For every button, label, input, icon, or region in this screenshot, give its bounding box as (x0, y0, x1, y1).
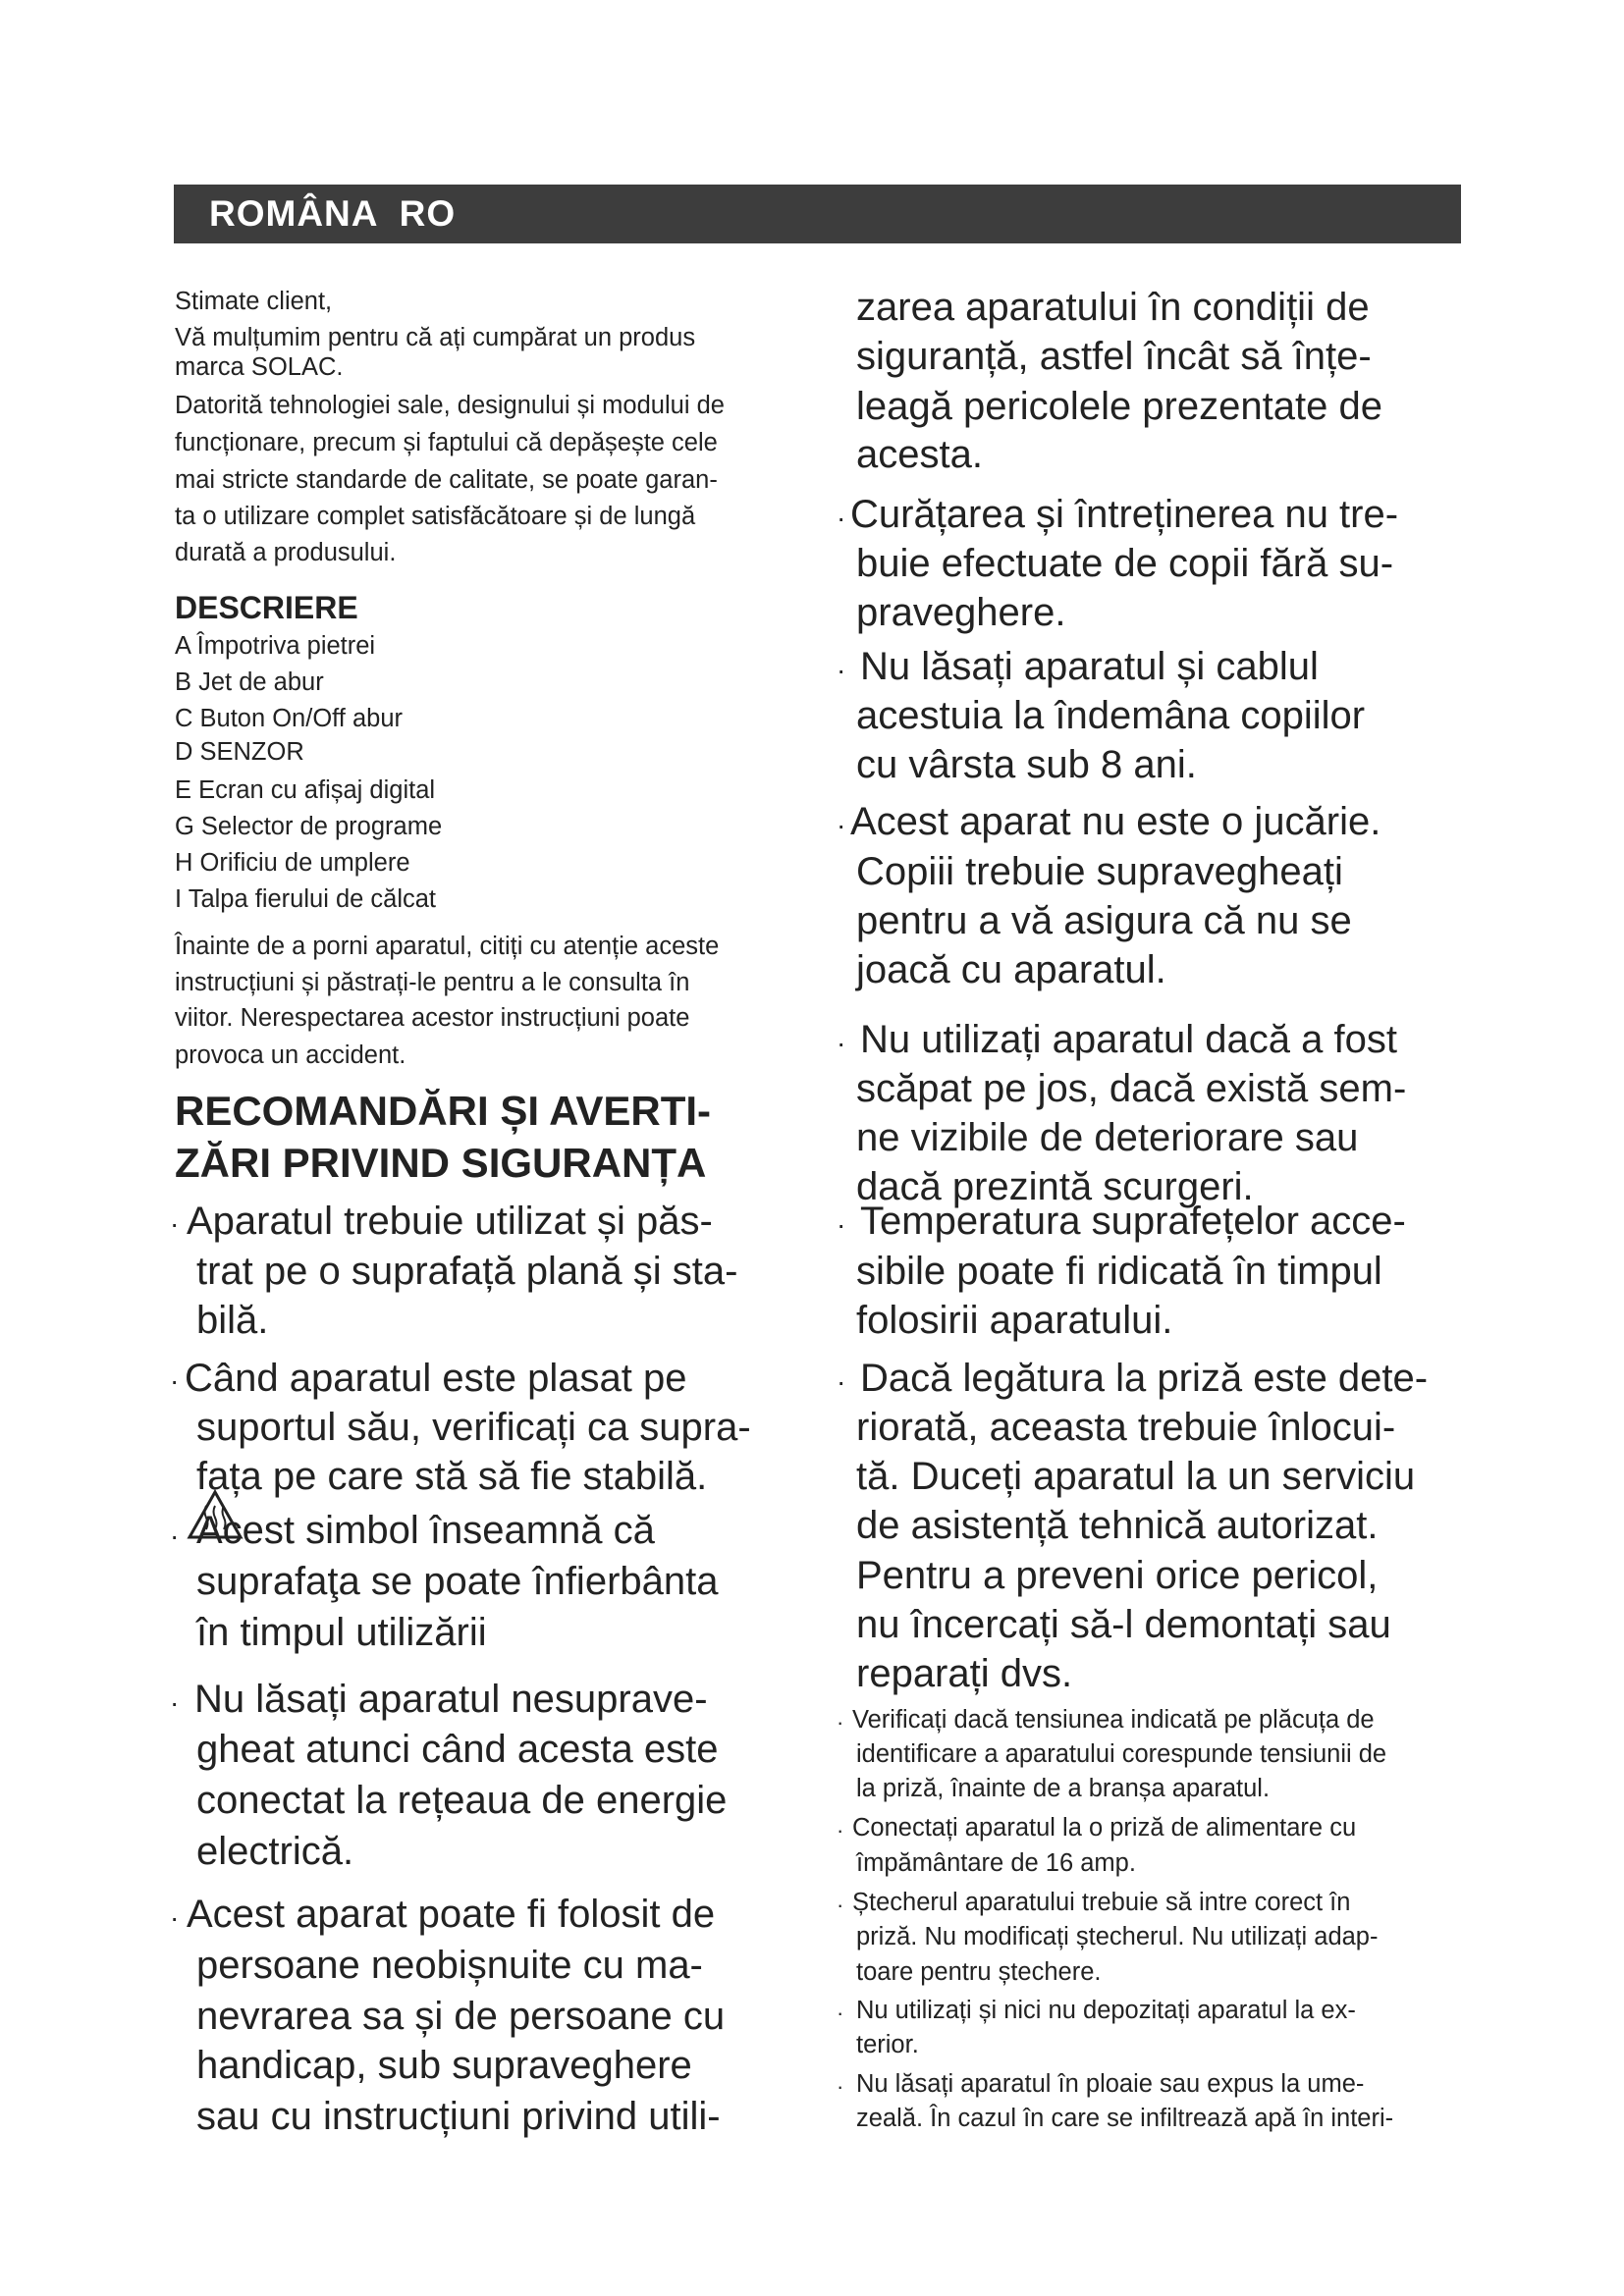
safety-left-line: gheat atunci când acesta este (196, 1728, 719, 1771)
intro-line: durată a produsului. (175, 539, 397, 566)
intro-line: Stimate client, (175, 288, 333, 315)
safety-small-line: identificare a aparatului corespunde tensiunii de (856, 1740, 1387, 1768)
safety-left-line: bilă. (196, 1299, 269, 1342)
safety-left-line: suportul său, verificați ca supra- (196, 1406, 751, 1449)
description-item: B Jet de abur (175, 668, 324, 696)
description-item: H Orificiu de umplere (175, 849, 410, 877)
bullet-dot: · (837, 1818, 844, 1842)
bullet-dot: · (837, 1710, 844, 1735)
bullet-dot: · (837, 2001, 844, 2025)
safety-left-line: Aparatul trebuie utilizat și păs- (187, 1200, 713, 1243)
safety-left-line: handicap, sub supraveghere (196, 2044, 692, 2087)
safety-small-line: Ștecherul aparatului trebuie să intre corect în (852, 1889, 1351, 1916)
description-item: D SENZOR (175, 738, 304, 766)
bullet-dot: · (170, 1687, 180, 1718)
description-item: I Talpa fierului de călcat (175, 885, 437, 913)
safety-left-line: electrică. (196, 1830, 354, 1873)
safety-right-line: folosirii aparatului. (856, 1299, 1173, 1342)
intro-line: mai stricte standarde de calitate, se poate garan- (175, 466, 718, 494)
safety-right-line: Temperatura suprafețelor acce- (860, 1200, 1406, 1243)
safety-right-line: Dacă legătura la priză este dete- (860, 1357, 1429, 1400)
bullet-dot: · (837, 810, 846, 840)
intro-line: funcționare, precum și faptului că depășește cele (175, 429, 718, 456)
safety-right-line: de asistență tehnică autorizat. (856, 1504, 1379, 1547)
safety-heading: ZĂRI PRIVIND SIGURANȚA (175, 1140, 707, 1186)
intro-line: Datorită tehnologiei sale, designului și modului de (175, 392, 725, 419)
safety-small-line: toare pentru ștechere. (856, 1958, 1102, 1986)
safety-right-line: ne vizibile de deteriorare sau (856, 1116, 1359, 1159)
safety-right-line: Nu lăsați aparatul și cablul (860, 645, 1319, 688)
safety-left-line: nevrarea sa și de persoane cu (196, 1995, 726, 2038)
safety-left-line: Acest simbol înseamnă că (196, 1509, 655, 1552)
description-item: G Selector de programe (175, 813, 443, 840)
before-use-line: instrucțiuni și păstrați-le pentru a le consulta în (175, 969, 690, 996)
intro-line: Vă mulțumim pentru că ați cumpărat un produs (175, 324, 696, 351)
bullet-dot: · (170, 1365, 180, 1396)
description-heading: DESCRIERE (175, 590, 358, 625)
description-item: E Ecran cu afișaj digital (175, 776, 436, 804)
safety-right-line: Nu utilizați aparatul dacă a fost (860, 1018, 1397, 1061)
safety-right-line: scăpat pe jos, dacă există sem- (856, 1067, 1407, 1110)
safety-right-line: reparați dvs. (856, 1652, 1073, 1695)
safety-heading: RECOMANDĂRI ȘI AVERTI- (175, 1088, 711, 1134)
bullet-dot: · (170, 1208, 180, 1239)
safety-right-line: sibile poate fi ridicată în timpul (856, 1250, 1382, 1293)
safety-left-line: fața pe care stă să fie stabilă. (196, 1455, 708, 1498)
safety-small-line: priză. Nu modificați ștecherul. Nu utilizați adap- (856, 1923, 1379, 1950)
before-use-line: provoca un accident. (175, 1041, 406, 1069)
safety-left-line: Nu lăsați aparatul nesuprave- (194, 1678, 708, 1721)
safety-right-line: zarea aparatului în condiții de (856, 286, 1370, 329)
safety-left-line: Acest aparat poate fi folosit de (187, 1893, 716, 1936)
bullet-dot: · (837, 655, 846, 685)
description-item: C Buton On/Off abur (175, 705, 403, 732)
safety-right-line: nu încercați să-l demontați sau (856, 1603, 1391, 1646)
before-use-line: viitor. Nerespectarea acestor instrucțiuni poate (175, 1004, 690, 1032)
safety-small-line: terior. (856, 2031, 919, 2058)
safety-small-line: Conectați aparatul la o priză de alimentare cu (852, 1814, 1357, 1842)
safety-right-line: siguranță, astfel încât să înțe- (856, 335, 1372, 378)
bullet-dot: · (837, 1028, 846, 1058)
safety-left-line: în timpul utilizării (196, 1611, 487, 1654)
safety-small-line: la priză, înainte de a branșa aparatul. (856, 1775, 1271, 1802)
bullet-dot: · (837, 1366, 846, 1397)
safety-left-line: sau cu instrucțiuni privind utili- (196, 2095, 721, 2138)
safety-small-line: împământare de 16 amp. (856, 1849, 1136, 1877)
intro-line: marca SOLAC. (175, 353, 344, 381)
safety-left-line: conectat la rețeaua de energie (196, 1779, 728, 1822)
safety-right-line: cu vârsta sub 8 ani. (856, 743, 1197, 786)
safety-right-line: Pentru a preveni orice pericol, (856, 1554, 1379, 1597)
safety-left-line: Când aparatul este plasat pe (185, 1357, 687, 1400)
safety-right-line: Acest aparat nu este o jucărie. (850, 800, 1381, 843)
description-item: A Împotriva pietrei (175, 632, 376, 660)
bullet-dot: · (837, 1209, 846, 1240)
safety-right-line: leagă pericolele prezentate de (856, 385, 1382, 428)
language-title: ROMÂNA RO (209, 193, 457, 234)
safety-right-line: tă. Duceți aparatul la un serviciu (856, 1455, 1416, 1498)
safety-small-line: Verificați dacă tensiunea indicată pe plăcuța de (852, 1706, 1375, 1734)
safety-right-line: dacă prezintă scurgeri. (856, 1165, 1254, 1208)
safety-left-line: trat pe o suprafață plană și sta- (196, 1250, 738, 1293)
safety-small-line: Nu utilizați și nici nu depozitați aparatul la ex- (856, 1997, 1356, 2024)
safety-right-line: acesta. (856, 433, 983, 476)
safety-left-line: suprafaţa se poate înfierbânta (196, 1560, 719, 1603)
safety-right-line: joacă cu aparatul. (856, 948, 1166, 991)
safety-right-line: buie efectuate de copii fără su- (856, 542, 1394, 585)
safety-small-line: Nu lăsați aparatul în ploaie sau expus la ume- (856, 2070, 1365, 2098)
bullet-dot: · (837, 2074, 844, 2099)
safety-right-line: riorată, aceasta trebuie înlocui- (856, 1406, 1396, 1449)
safety-right-line: praveghere. (856, 591, 1066, 634)
safety-small-line: zeală. În cazul în care se infiltrează apă în interi- (856, 2105, 1394, 2132)
safety-right-line: Curățarea și întreținerea nu tre- (850, 493, 1399, 536)
safety-right-line: pentru a vă asigura că nu se (856, 899, 1352, 942)
language-header-bar (174, 185, 1461, 243)
intro-line: ta o utilizare complet satisfăcătoare și de lungă (175, 503, 696, 530)
bullet-dot: · (170, 1902, 180, 1933)
safety-right-line: Copiii trebuie supravegheați (856, 850, 1343, 893)
before-use-line: Înainte de a porni aparatul, citiți cu atenție aceste (175, 933, 720, 960)
bullet-dot: · (837, 503, 846, 533)
safety-left-line: persoane neobișnuite cu ma- (196, 1944, 703, 1987)
bullet-dot: · (170, 1521, 180, 1551)
safety-right-line: acestuia la îndemâna copiilor (856, 694, 1366, 737)
bullet-dot: · (837, 1893, 844, 1917)
